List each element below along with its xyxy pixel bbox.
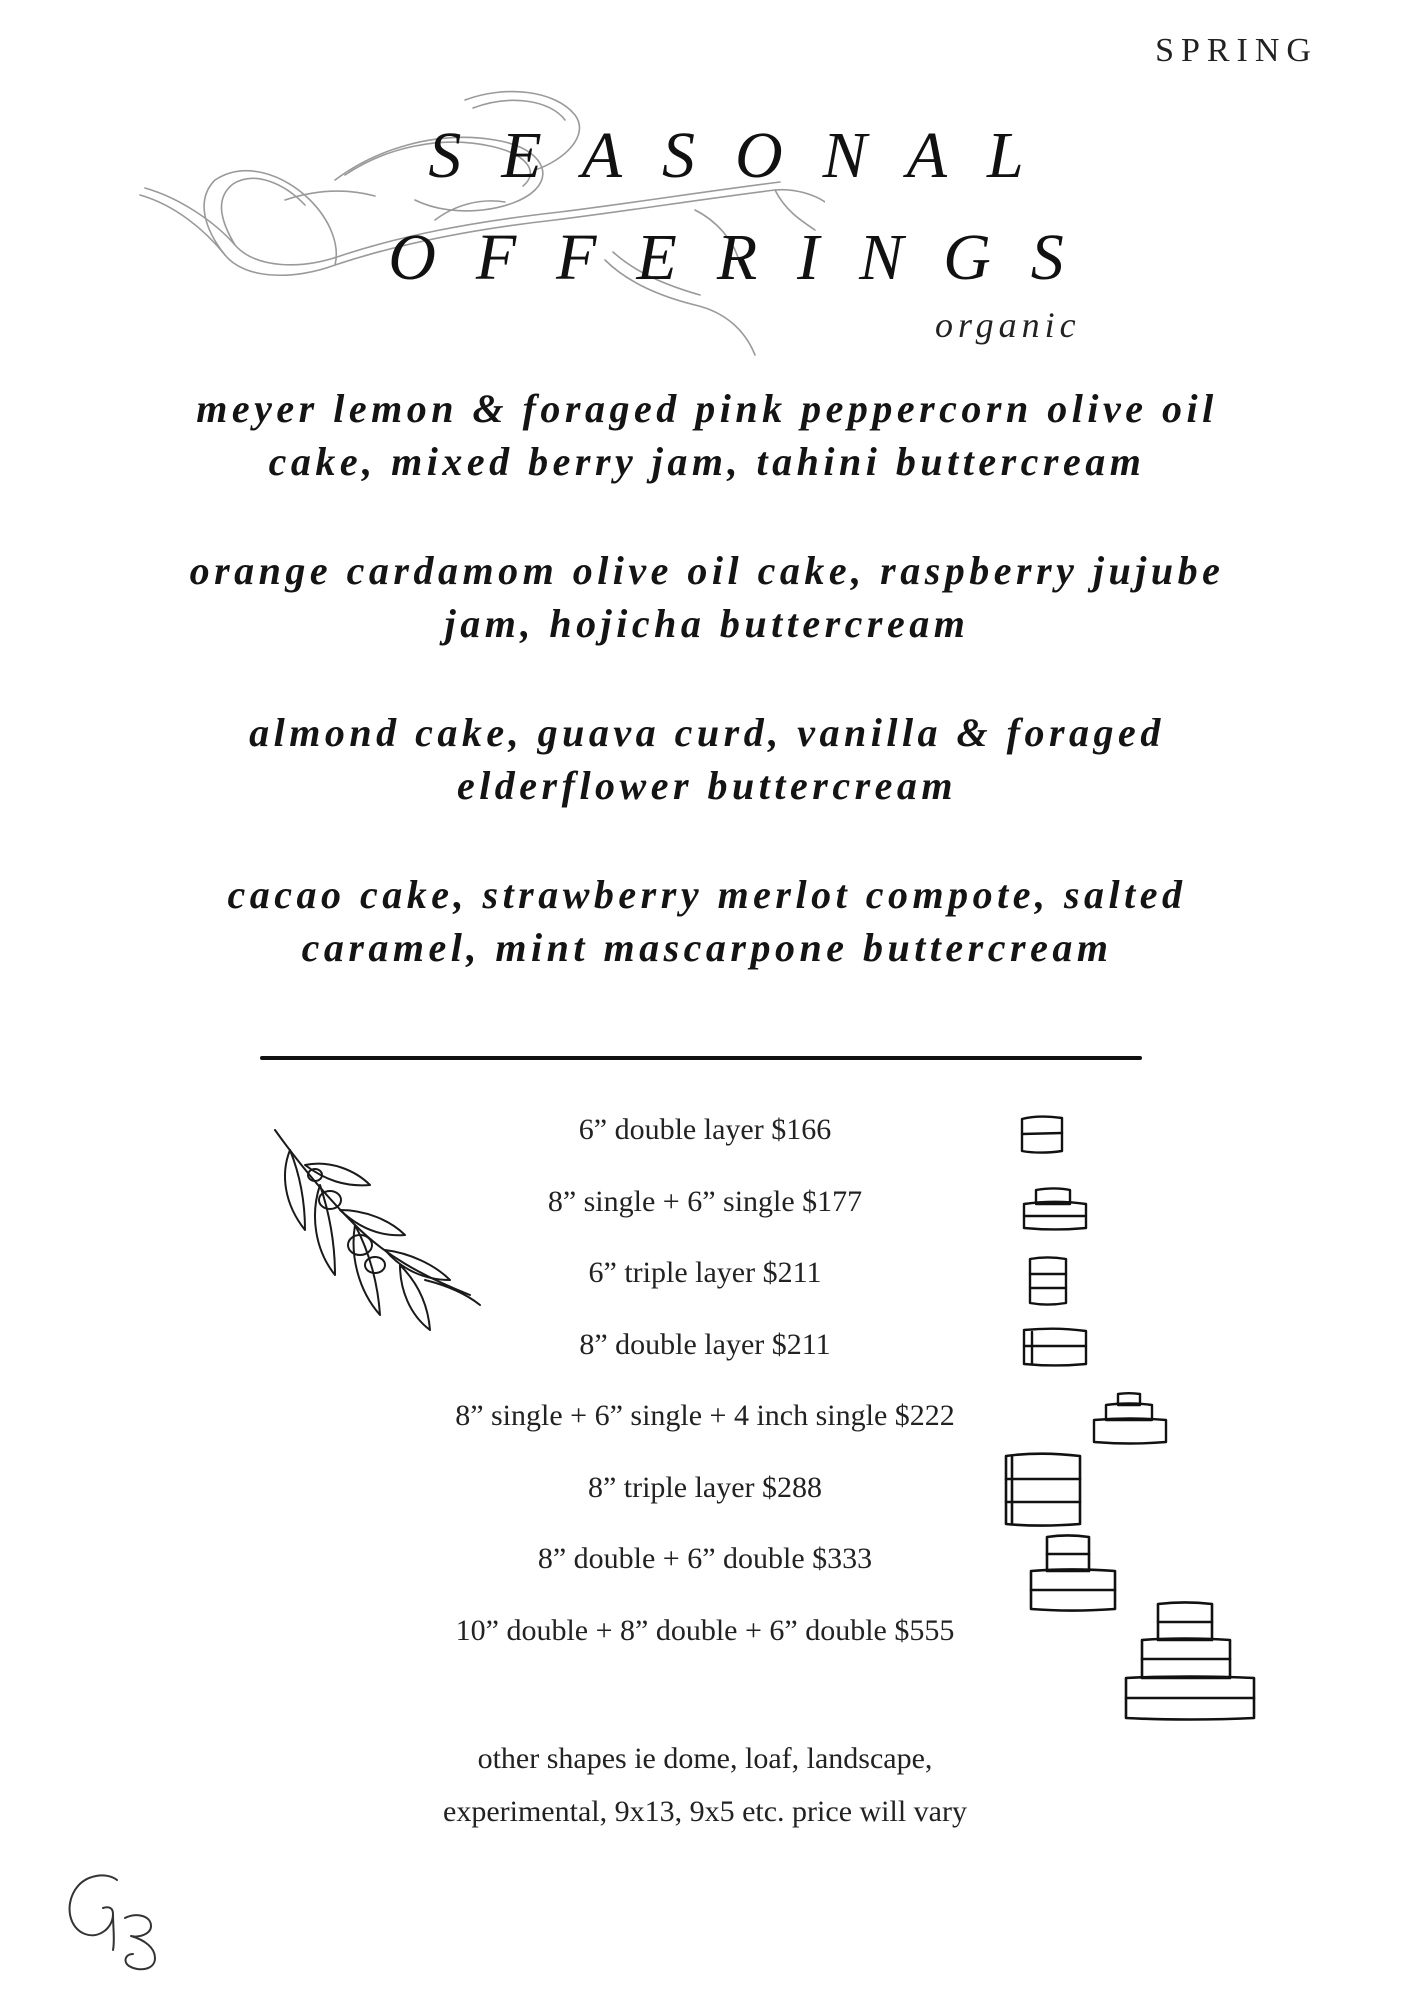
flavor-item — [0, 544, 1414, 650]
flavor-line: almond cake, guava curd, vanilla & foraged — [249, 710, 1165, 755]
cake-6in-double-icon — [1018, 1113, 1066, 1157]
subtitle-organic: organic — [935, 305, 1081, 345]
size-price-list — [330, 1112, 1080, 1684]
flavor-line: caramel, mint mascarpone buttercream — [301, 925, 1113, 970]
flavor-item — [0, 868, 1414, 974]
title-line-1: SEASONAL — [428, 119, 1064, 192]
size-price-item: 10” double + 8” double + 6” double $555 — [455, 1613, 955, 1647]
flavor-line: jam, hojicha buttercream — [444, 601, 970, 646]
size-price-item: 6” triple layer $211 — [588, 1256, 822, 1289]
size-price-item: 8” single + 6” single $177 — [547, 1184, 863, 1218]
custom-shapes-note — [330, 1732, 1080, 1838]
section-divider — [260, 1056, 1142, 1060]
title-line-2: OFFERINGS — [388, 221, 1104, 294]
cake-two-tier-double-icon — [1031, 1536, 1115, 1611]
cake-8in-double-icon — [1024, 1329, 1086, 1366]
season-label: SPRING — [1155, 32, 1318, 69]
size-price-item: 6” double layer $166 — [578, 1113, 832, 1146]
cake-6in-triple-icon — [1030, 1258, 1066, 1305]
flavor-item — [0, 706, 1414, 812]
size-price-item: 8” double + 6” double $333 — [537, 1542, 873, 1575]
monogram-logo — [55, 1868, 175, 1978]
flavor-list — [0, 382, 1414, 1030]
cake-three-tier-double-icon — [1126, 1603, 1254, 1720]
cake-8in-triple-icon — [1006, 1454, 1080, 1526]
flavor-line: elderflower buttercream — [456, 763, 958, 808]
size-price-item: 8” single + 6” single + 4 inch single $222 — [455, 1399, 955, 1432]
flavor-line: orange cardamom olive oil cake, raspberry jujube — [189, 548, 1225, 593]
note-line: other shapes ie dome, loaf, landscape, — [477, 1742, 933, 1775]
size-price-item: 8” double layer $211 — [579, 1327, 831, 1361]
size-price-item: 8” triple layer $288 — [587, 1470, 823, 1504]
flavor-line: meyer lemon & foraged pink peppercorn olive oil — [196, 386, 1218, 431]
cake-two-tier-single-icon — [1024, 1189, 1086, 1230]
flavor-line: cacao cake, strawberry merlot compote, salted — [227, 872, 1187, 917]
flavor-item — [0, 382, 1414, 488]
note-line: experimental, 9x13, 9x5 etc. price will vary — [443, 1795, 967, 1828]
flavor-line: cake, mixed berry jam, tahini buttercream — [268, 439, 1146, 484]
cake-three-tier-single-icon — [1094, 1393, 1166, 1443]
